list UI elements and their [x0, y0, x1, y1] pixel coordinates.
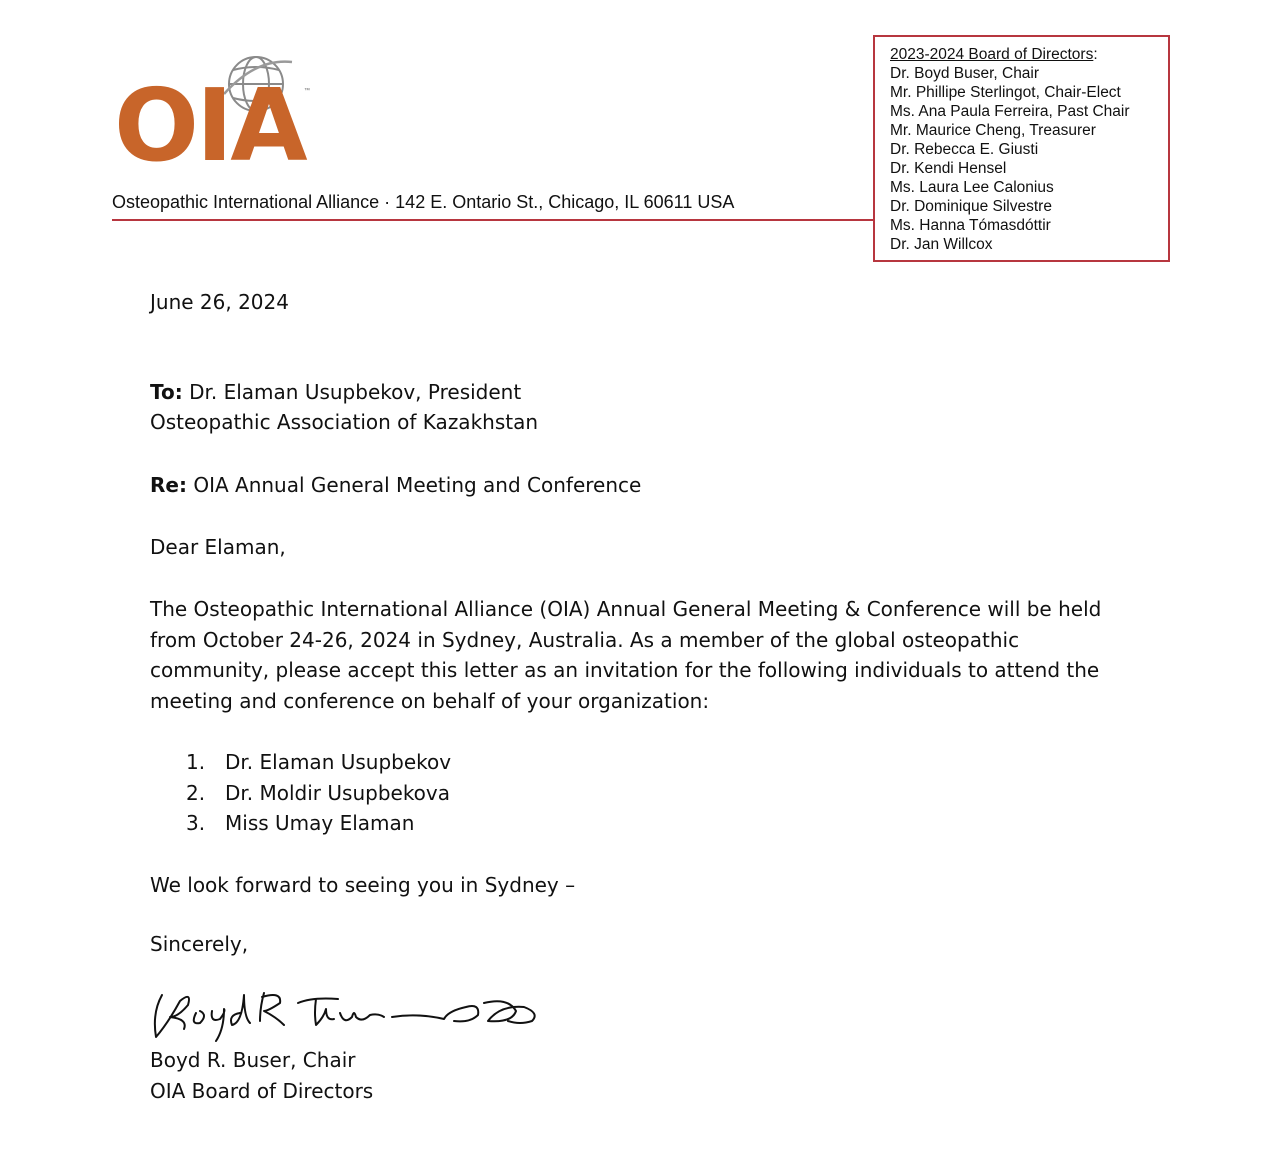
letterhead-address: Osteopathic International Alliance · 142 E. Ontario St., Chicago, IL 60611 USA: [112, 192, 735, 212]
recipient-block: [150, 377, 538, 437]
signer-name: Boyd R. Buser, Chair: [150, 1048, 356, 1072]
body-line: The Osteopathic International Alliance (OIA) Annual General Meeting & Conference will be held: [150, 597, 1102, 621]
board-member: Dr. Dominique Silvestre: [890, 198, 1052, 215]
board-member: Dr. Boyd Buser, Chair: [890, 65, 1040, 82]
trademark-symbol: ™: [304, 88, 310, 94]
letterhead-divider: [112, 219, 874, 221]
salutation: Dear Elaman,: [150, 535, 286, 559]
sign-off: Sincerely,: [150, 932, 249, 956]
board-member: Dr. Jan Willcox: [890, 236, 993, 253]
board-title-colon: :: [1093, 46, 1098, 63]
list-item: [186, 808, 451, 839]
list-item: [186, 747, 451, 778]
body-line: from October 24-26, 2024 in Sydney, Australia. As a member of the global osteopathic: [150, 627, 1020, 652]
board-of-directors-box: [873, 35, 1170, 262]
letter-date: June 26, 2024: [150, 290, 289, 314]
attendee-name: Miss Umay Elaman: [225, 811, 415, 835]
list-number: 1.: [186, 750, 206, 774]
signature-block: [150, 1045, 373, 1107]
board-member: Mr. Phillipe Sterlingot, Chair-Elect: [890, 84, 1121, 101]
signer-title: OIA Board of Directors: [150, 1079, 374, 1103]
to-label: To:: [150, 380, 183, 404]
subject-text: OIA Annual General Meeting and Conference: [186, 473, 642, 497]
board-member: Ms. Hanna Tómasdóttir: [890, 217, 1051, 234]
list-number: 3.: [186, 811, 206, 835]
re-label: Re:: [150, 473, 187, 497]
recipient-organization: Osteopathic Association of Kazakhstan: [150, 410, 539, 434]
body-line: community, please accept this letter as an invitation for the following individuals to attend the: [150, 658, 1100, 682]
logo-wordmark: OIA: [114, 67, 305, 184]
closing-line: We look forward to seeing you in Sydney –: [150, 873, 576, 897]
oia-logo: [112, 50, 327, 184]
body-line: meeting and conference on behalf of your organization:: [150, 688, 710, 713]
attendee-list: [186, 747, 451, 839]
board-title-line: [890, 45, 1168, 64]
list-number: 2.: [186, 780, 206, 805]
recipient-name: Dr. Elaman Usupbekov, President: [182, 380, 522, 404]
board-member: Mr. Maurice Cheng, Treasurer: [890, 122, 1096, 139]
board-member: Dr. Rebecca E. Giusti: [890, 141, 1039, 158]
attendee-name: Dr. Moldir Usupbekova: [225, 780, 451, 805]
board-member: Dr. Kendi Hensel: [890, 160, 1007, 177]
handwritten-signature: [148, 983, 548, 1048]
body-paragraph: [150, 594, 1101, 716]
recipient-line: [150, 377, 538, 407]
board-member: Ms. Laura Lee Calonius: [890, 179, 1054, 196]
board-member: Ms. Ana Paula Ferreira, Past Chair: [890, 103, 1130, 120]
subject-line: [150, 470, 641, 500]
board-title: 2023-2024 Board of Directors: [890, 46, 1094, 63]
list-item: [186, 778, 451, 809]
attendee-name: Dr. Elaman Usupbekov: [225, 750, 452, 774]
